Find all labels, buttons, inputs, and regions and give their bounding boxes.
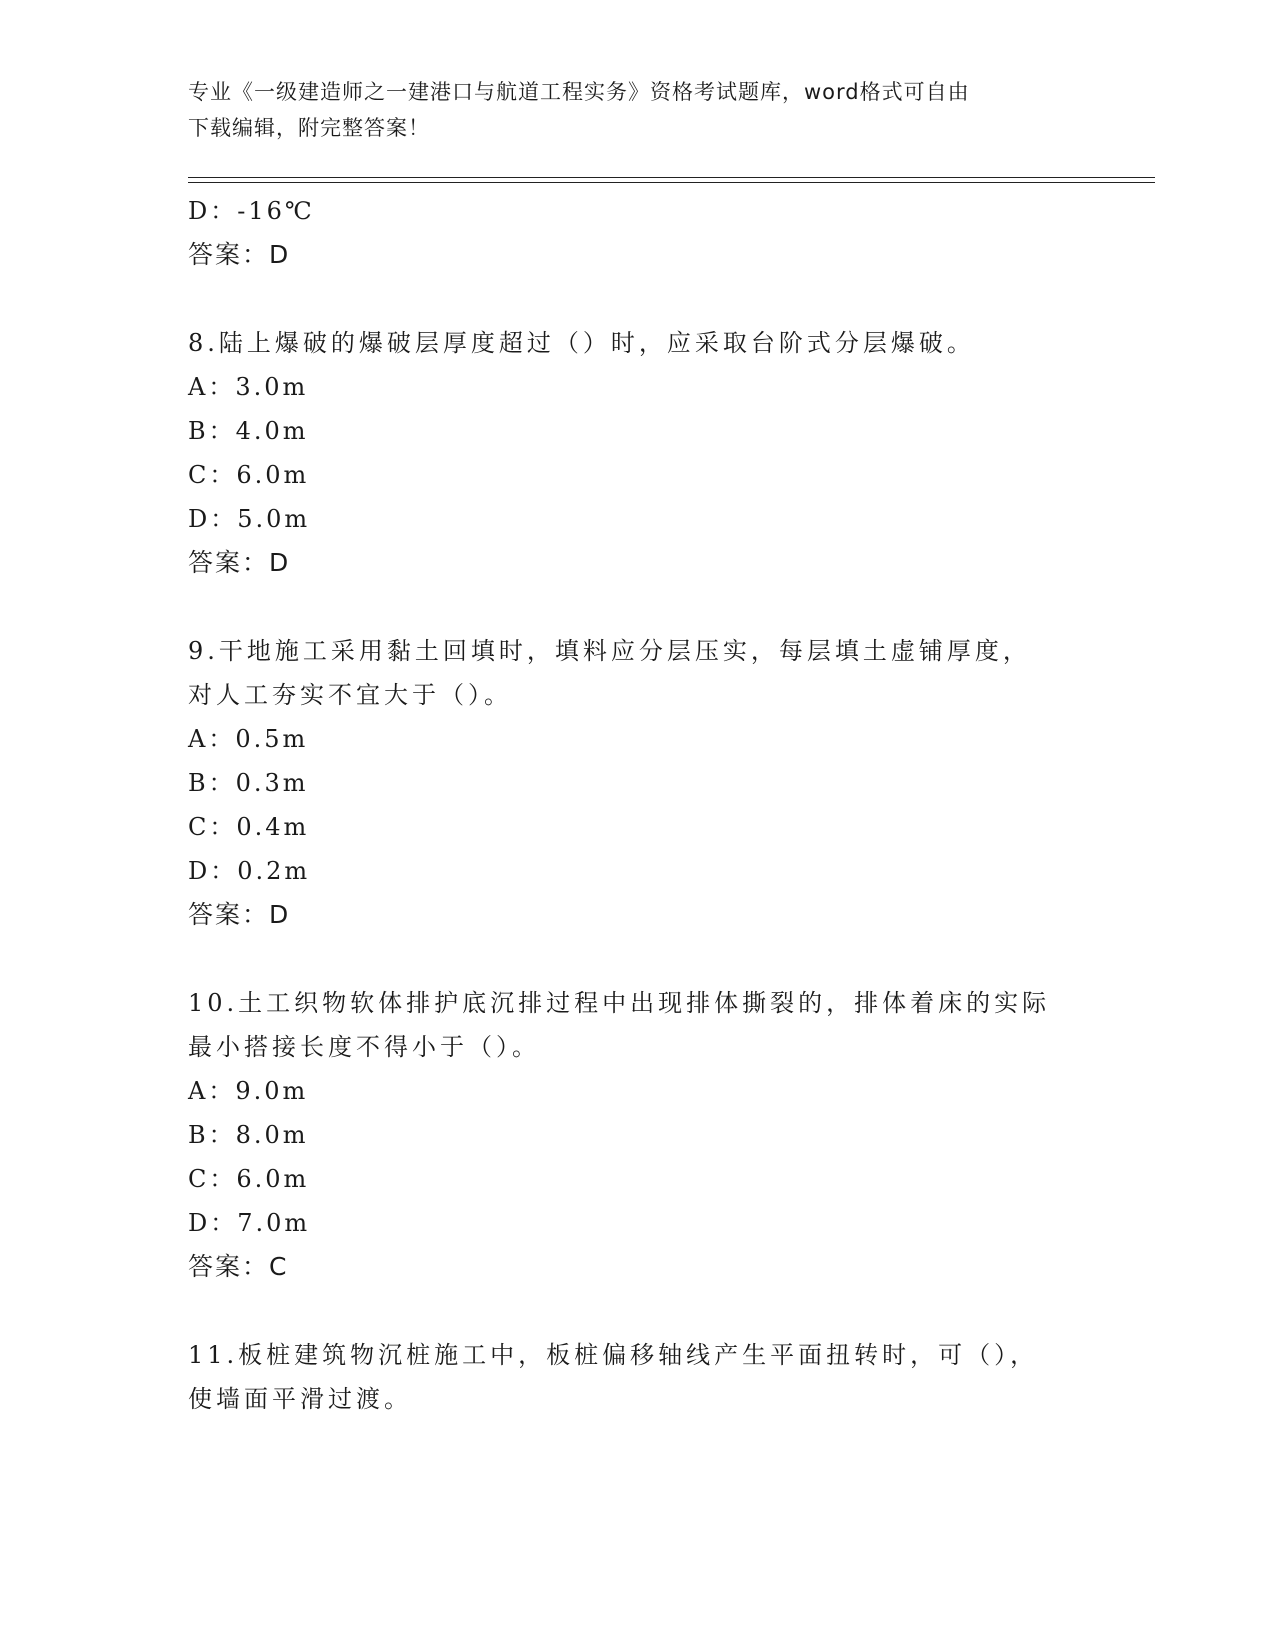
- question-9-option-c: C：0.4m: [188, 813, 310, 841]
- page-header: [188, 74, 1088, 146]
- question-9-option-a: A：0.5m: [188, 725, 309, 753]
- question-10-answer: 答案：C: [188, 1252, 289, 1281]
- question-9-answer: 答案：D: [188, 900, 291, 929]
- header-rule-bottom: [188, 182, 1155, 183]
- question-11-stem-line-1: 11.板桩建筑物沉桩施工中，板桩偏移轴线产生平面扭转时，可（），: [188, 1341, 1039, 1369]
- question-10-option-d: D：7.0m: [188, 1209, 311, 1237]
- question-9-stem-line-1: 9.干地施工采用黏土回填时，填料应分层压实，每层填土虚铺厚度，: [188, 637, 1031, 665]
- question-8-stem: 8.陆上爆破的爆破层厚度超过（）时，应采取台阶式分层爆破。: [188, 329, 975, 357]
- question-8-answer: 答案：D: [188, 548, 291, 577]
- prev-option-d: D：-16℃: [188, 197, 315, 225]
- question-8-option-a: A：3.0m: [188, 373, 309, 401]
- question-9-stem-line-2: 对人工夯实不宜大于（）。: [188, 681, 512, 709]
- question-10-option-c: C：6.0m: [188, 1165, 310, 1193]
- prev-answer: 答案：D: [188, 240, 291, 269]
- question-10-stem-line-2: 最小搭接长度不得小于（）。: [188, 1033, 540, 1061]
- question-8-option-b: B：4.0m: [188, 417, 309, 445]
- question-10-option-b: B：8.0m: [188, 1121, 309, 1149]
- question-9-option-b: B：0.3m: [188, 769, 309, 797]
- header-rule-top: [188, 177, 1155, 178]
- question-10-option-a: A：9.0m: [188, 1077, 309, 1105]
- question-11-stem-line-2: 使墙面平滑过渡。: [188, 1385, 412, 1413]
- question-9-option-d: D：0.2m: [188, 857, 311, 885]
- question-10-stem-line-1: 10.土工织物软体排护底沉排过程中出现排体撕裂的，排体着床的实际: [188, 989, 1051, 1017]
- header-line-2: 下载编辑，附完整答案！: [188, 116, 430, 140]
- question-8-option-c: C：6.0m: [188, 461, 310, 489]
- header-line-1: 专业《一级建造师之一建港口与航道工程实务》资格考试题库，word格式可自由: [188, 80, 970, 104]
- question-8-option-d: D：5.0m: [188, 505, 311, 533]
